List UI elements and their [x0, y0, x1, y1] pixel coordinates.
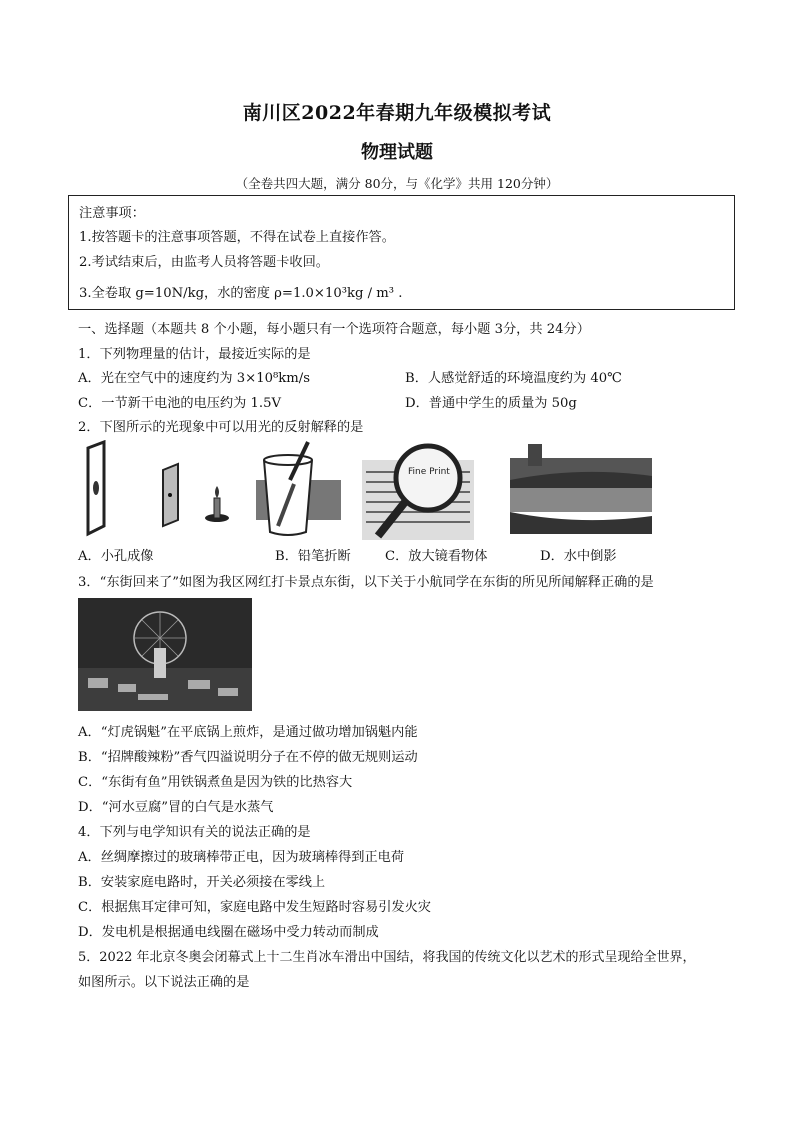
option-d: D．发电机是根据通电线圈在磁场中受力转动而制成: [78, 925, 379, 940]
option-a: A．“灯虎锅魁”在平底锅上煎炸，是通过做功增加锅魁内能: [78, 725, 418, 740]
pencil-glass-figure: [248, 440, 343, 540]
exam-title: 南川区2022年春期九年级模拟考试: [242, 102, 552, 124]
notice-item: 2.考试结束后，由监考人员将答题卡收回。: [79, 255, 329, 270]
section-heading: 一、选择题（本题共 8 个小题，每小题只有一个选项符合题意，每小题 3分，共 24分）: [78, 322, 590, 337]
question-stem: 5．2022 年北京冬奥会闭幕式上十二生肖冰车滑出中国结，将我国的传统文化以艺术的形式呈现给全世界，: [78, 950, 696, 965]
option-a: A．光在空气中的速度约为 3×10⁸km/s: [78, 371, 310, 386]
exam-info: （全卷共四大题，满分 80分，与《化学》共用 120分钟）: [235, 176, 559, 191]
option-b: B．安装家庭电路时，开关必须接在零线上: [78, 875, 326, 890]
notice-box: [68, 195, 735, 310]
notice-item: 1.按答题卡的注意事项答题，不得在试卷上直接作答。: [79, 230, 395, 245]
option-d: D．“河水豆腐”冒的白气是水蒸气: [78, 800, 274, 815]
caption-b: B．铅笔折断: [275, 549, 351, 564]
option-b: B．人感觉舒适的环境温度约为 40℃: [405, 371, 622, 386]
option-c: C．一节新干电池的电压约为 1.5V: [78, 396, 282, 411]
option-b: B．“招牌酸辣粉”香气四溢说明分子在不停的做无规则运动: [78, 750, 418, 765]
option-a: A．丝绸摩擦过的玻璃棒带正电，因为玻璃棒得到正电荷: [78, 850, 405, 865]
option-d: D．普通中学生的质量为 50g: [405, 396, 577, 411]
option-c: C．根据焦耳定律可知，家庭电路中发生短路时容易引发火灾: [78, 900, 431, 915]
caption-c: C．放大镜看物体: [385, 549, 488, 564]
magnifier-figure: [360, 432, 480, 542]
question-stem: 3．“东街回来了”如图为我区网红打卡景点东街，以下关于小航同学在东街的所见所闻解释正确的是: [78, 575, 654, 590]
question-stem: 4．下列与电学知识有关的说法正确的是: [78, 825, 311, 840]
notice-heading: 注意事项：: [79, 206, 145, 221]
exam-subject: 物理试题: [361, 142, 433, 163]
reflection-figure: [510, 438, 652, 534]
question-stem: 2．下图所示的光现象中可以用光的反射解释的是: [78, 420, 364, 435]
question-stem-cont: 如图所示。以下说法正确的是: [78, 975, 250, 990]
candle-figure: [195, 480, 245, 530]
caption-d: D．水中倒影: [540, 549, 617, 564]
lens-text: Fine Print: [408, 467, 450, 477]
option-c: C．“东街有鱼”用铁锅煮鱼是因为铁的比热容大: [78, 775, 353, 790]
night-street-photo: [78, 598, 252, 711]
pinhole-figure: [78, 440, 198, 540]
notice-item: 3.全卷取 g=10N/kg，水的密度 ρ=1.0×10³kg / m³ .: [79, 286, 403, 301]
question-stem: 1．下列物理量的估计，最接近实际的是: [78, 347, 311, 362]
caption-a: A．小孔成像: [78, 549, 154, 564]
